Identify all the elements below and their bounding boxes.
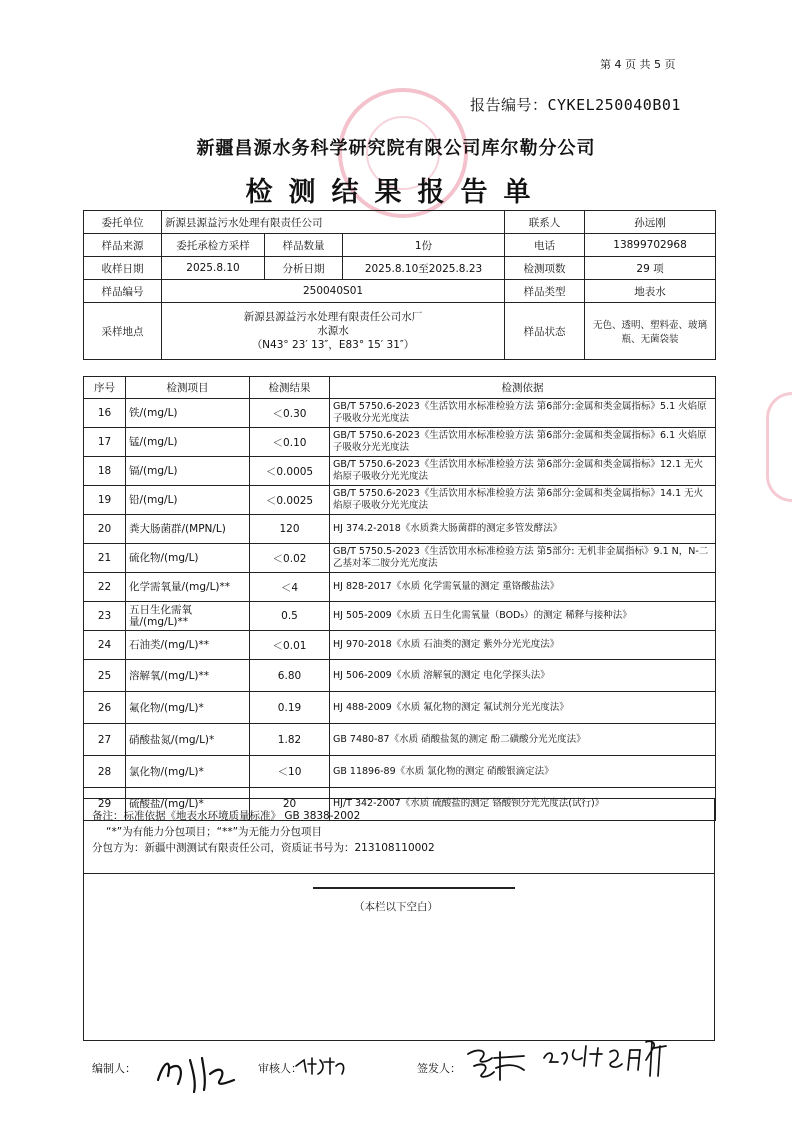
sample-no-value: 250040S01 <box>162 280 505 303</box>
receive-date-value: 2025.8.10 <box>162 257 265 280</box>
analysis-date-value: 2025.8.10至2025.8.23 <box>343 257 505 280</box>
result-row-no: 28 <box>84 756 126 788</box>
result-row-no: 26 <box>84 692 126 724</box>
source-label: 样品来源 <box>84 234 162 257</box>
remark-subcontractor: 分包方为：新疆中测测试有限责任公司，资质证书号为：213108110002 <box>92 842 435 854</box>
result-row-item: 氟化物/(mg/L)* <box>126 692 250 724</box>
result-row-no: 21 <box>84 544 126 573</box>
preparer-signature <box>150 1040 245 1095</box>
result-row-basis: HJ 828-2017《水质 化学需氧量的测定 重铬酸盐法》 <box>330 573 716 602</box>
result-row-item: 五日生化需氧量/(mg/L)** <box>126 602 250 631</box>
result-row-no: 22 <box>84 573 126 602</box>
issuer-label: 签发人： <box>417 1062 461 1075</box>
site-line-2: 水源水 <box>317 325 349 337</box>
result-row <box>84 399 716 428</box>
result-row-value: ＜0.30 <box>250 399 330 428</box>
qty-value: 1份 <box>343 234 505 257</box>
sample-info-table <box>83 210 716 360</box>
result-row <box>84 692 716 724</box>
blank-note: （本栏以下空白） <box>354 901 438 913</box>
client-label: 委托单位 <box>84 211 162 234</box>
receive-date-label: 收样日期 <box>84 257 162 280</box>
result-row-value: ＜0.0025 <box>250 486 330 515</box>
sample-type-label: 样品类型 <box>505 280 585 303</box>
result-row-value: 6.80 <box>250 660 330 692</box>
result-row-value: ＜10 <box>250 756 330 788</box>
result-row <box>84 756 716 788</box>
result-row-item: 锰/(mg/L) <box>126 428 250 457</box>
phone-label: 电话 <box>505 234 585 257</box>
reviewer-signature <box>292 1052 352 1078</box>
preparer-label: 编制人： <box>92 1062 136 1075</box>
result-row-value: ＜0.01 <box>250 631 330 660</box>
result-row-item: 石油类/(mg/L)** <box>126 631 250 660</box>
qty-label: 样品数量 <box>265 234 343 257</box>
result-row-basis: GB/T 5750.6-2023《生活饮用水标准检验方法 第6部分:金属和类金属指标》14.1 无火焰原子吸收分光光度法 <box>330 486 716 515</box>
result-row <box>84 660 716 692</box>
result-row-value: ＜4 <box>250 573 330 602</box>
result-row-basis: GB 7480-87《水质 硝酸盐氮的测定 酚二磺酸分光光度法》 <box>330 724 716 756</box>
result-row <box>84 428 716 457</box>
result-row-no: 17 <box>84 428 126 457</box>
result-row-no: 24 <box>84 631 126 660</box>
result-row-item: 镉/(mg/L) <box>126 457 250 486</box>
result-row-basis: HJ 488-2009《水质 氟化物的测定 氟试剂分光光度法》 <box>330 692 716 724</box>
result-row <box>84 544 716 573</box>
site-line-1: 新源县源益污水处理有限责任公司水厂 <box>243 311 423 323</box>
result-row-basis: HJ 505-2009《水质 五日生化需氧量（BOD₅）的测定 稀释与接种法》 <box>330 602 716 631</box>
result-row-item: 铅/(mg/L) <box>126 486 250 515</box>
header-basis: 检测依据 <box>330 377 716 399</box>
result-row-item: 硫化物/(mg/L) <box>126 544 250 573</box>
site-label: 采样地点 <box>84 303 162 360</box>
item-count-value: 29 项 <box>585 257 716 280</box>
result-row-value: ＜0.0005 <box>250 457 330 486</box>
company-name: 新疆昌源水务科学研究院有限公司库尔勒分公司 <box>196 138 596 159</box>
sample-no-label: 样品编号 <box>84 280 162 303</box>
report-number: 报告编号：CYKEL250040B01 <box>470 96 681 114</box>
issuer-signature <box>462 1040 534 1086</box>
site-value <box>162 303 505 360</box>
phone-value: 13899702968 <box>585 234 716 257</box>
result-row-no: 23 <box>84 602 126 631</box>
sample-state-label: 样品状态 <box>505 303 585 360</box>
result-row-basis: GB/T 5750.6-2023《生活饮用水标准检验方法 第6部分:金属和类金属指标》12.1 无火焰原子吸收分光光度法 <box>330 457 716 486</box>
result-row-no: 19 <box>84 486 126 515</box>
results-table <box>83 376 716 821</box>
result-row-value: 0.19 <box>250 692 330 724</box>
result-row <box>84 602 716 631</box>
result-row <box>84 486 716 515</box>
sample-type-value: 地表水 <box>585 280 716 303</box>
result-row-basis: GB 11896-89《水质 氯化物的测定 硝酸银滴定法》 <box>330 756 716 788</box>
result-row-item: 硝酸盐氮/(mg/L)* <box>126 724 250 756</box>
result-row-item: 溶解氧/(mg/L)** <box>126 660 250 692</box>
result-row-no: 29 <box>84 788 126 821</box>
result-row-no: 27 <box>84 724 126 756</box>
handwritten-date <box>540 1036 670 1080</box>
header-result: 检测结果 <box>250 377 330 399</box>
header-item: 检测项目 <box>126 377 250 399</box>
analysis-date-label: 分析日期 <box>265 257 343 280</box>
result-row-value: 1.82 <box>250 724 330 756</box>
page-edge-seal <box>766 392 792 502</box>
blank-divider <box>313 887 515 889</box>
result-row-item: 氯化物/(mg/L)* <box>126 756 250 788</box>
result-row-basis: HJ 970-2018《水质 石油类的测定 紫外分光光度法》 <box>330 631 716 660</box>
result-row-basis: GB/T 5750.6-2023《生活饮用水标准检验方法 第6部分:金属和类金属指标》5.1 火焰原子吸收分光光度法 <box>330 399 716 428</box>
result-row-no: 20 <box>84 515 126 544</box>
result-row-no: 16 <box>84 399 126 428</box>
item-count-label: 检测项数 <box>505 257 585 280</box>
result-row-basis: GB/T 5750.5-2023《生活饮用水标准检验方法 第5部分: 无机非金属指标》9.1 N，N-二乙基对苯二胺分光光度法 <box>330 544 716 573</box>
reviewer-label: 审核人： <box>258 1062 302 1075</box>
result-row-value: 120 <box>250 515 330 544</box>
result-row-basis: HJ 506-2009《水质 溶解氧的测定 电化学探头法》 <box>330 660 716 692</box>
source-value: 委托承检方采样 <box>162 234 265 257</box>
result-row-value: ＜0.10 <box>250 428 330 457</box>
result-row-basis: HJ 374.2-2018《水质粪大肠菌群的测定多管发酵法》 <box>330 515 716 544</box>
document-title: 检测结果报告单 <box>245 177 547 208</box>
result-row-no: 18 <box>84 457 126 486</box>
result-row-item: 化学需氧量/(mg/L)** <box>126 573 250 602</box>
result-row <box>84 724 716 756</box>
contact-label: 联系人 <box>505 211 585 234</box>
contact-value: 孙远刚 <box>585 211 716 234</box>
result-row-basis: HJ/T 342-2007《水质 硫酸盐的测定 铬酸钡分光光度法(试行)》 <box>330 788 716 821</box>
result-row-value: ＜0.02 <box>250 544 330 573</box>
result-row-value: 0.5 <box>250 602 330 631</box>
sample-state-value: 无色、透明、塑料壶、玻璃瓶、无菌袋装 <box>585 303 716 360</box>
site-line-3: （N43° 23′ 13″，E83° 15′ 31″） <box>251 339 415 351</box>
result-row-basis: GB/T 5750.6-2023《生活饮用水标准检验方法 第6部分:金属和类金属指标》6.1 火焰原子吸收分光光度法 <box>330 428 716 457</box>
remarks-box <box>83 798 715 874</box>
result-row <box>84 631 716 660</box>
remark-standard: 备注：标准依据《地表水环境质量标准》 GB 3838-2002 <box>92 810 361 822</box>
client-value: 新源县源益污水处理有限责任公司 <box>162 211 505 234</box>
result-row-value: 20 <box>250 788 330 821</box>
result-row-item: 硫酸盐/(mg/L)* <box>126 788 250 821</box>
header-no: 序号 <box>84 377 126 399</box>
result-row-item: 铁/(mg/L) <box>126 399 250 428</box>
result-row <box>84 515 716 544</box>
result-row <box>84 573 716 602</box>
result-row-no: 25 <box>84 660 126 692</box>
result-row-item: 粪大肠菌群/(MPN/L) <box>126 515 250 544</box>
result-row <box>84 457 716 486</box>
remark-subcontract-note: “*”为有能力分包项目；“**”为无能力分包项目 <box>106 826 323 838</box>
page-indicator: 第 4 页 共 5 页 <box>600 58 676 71</box>
